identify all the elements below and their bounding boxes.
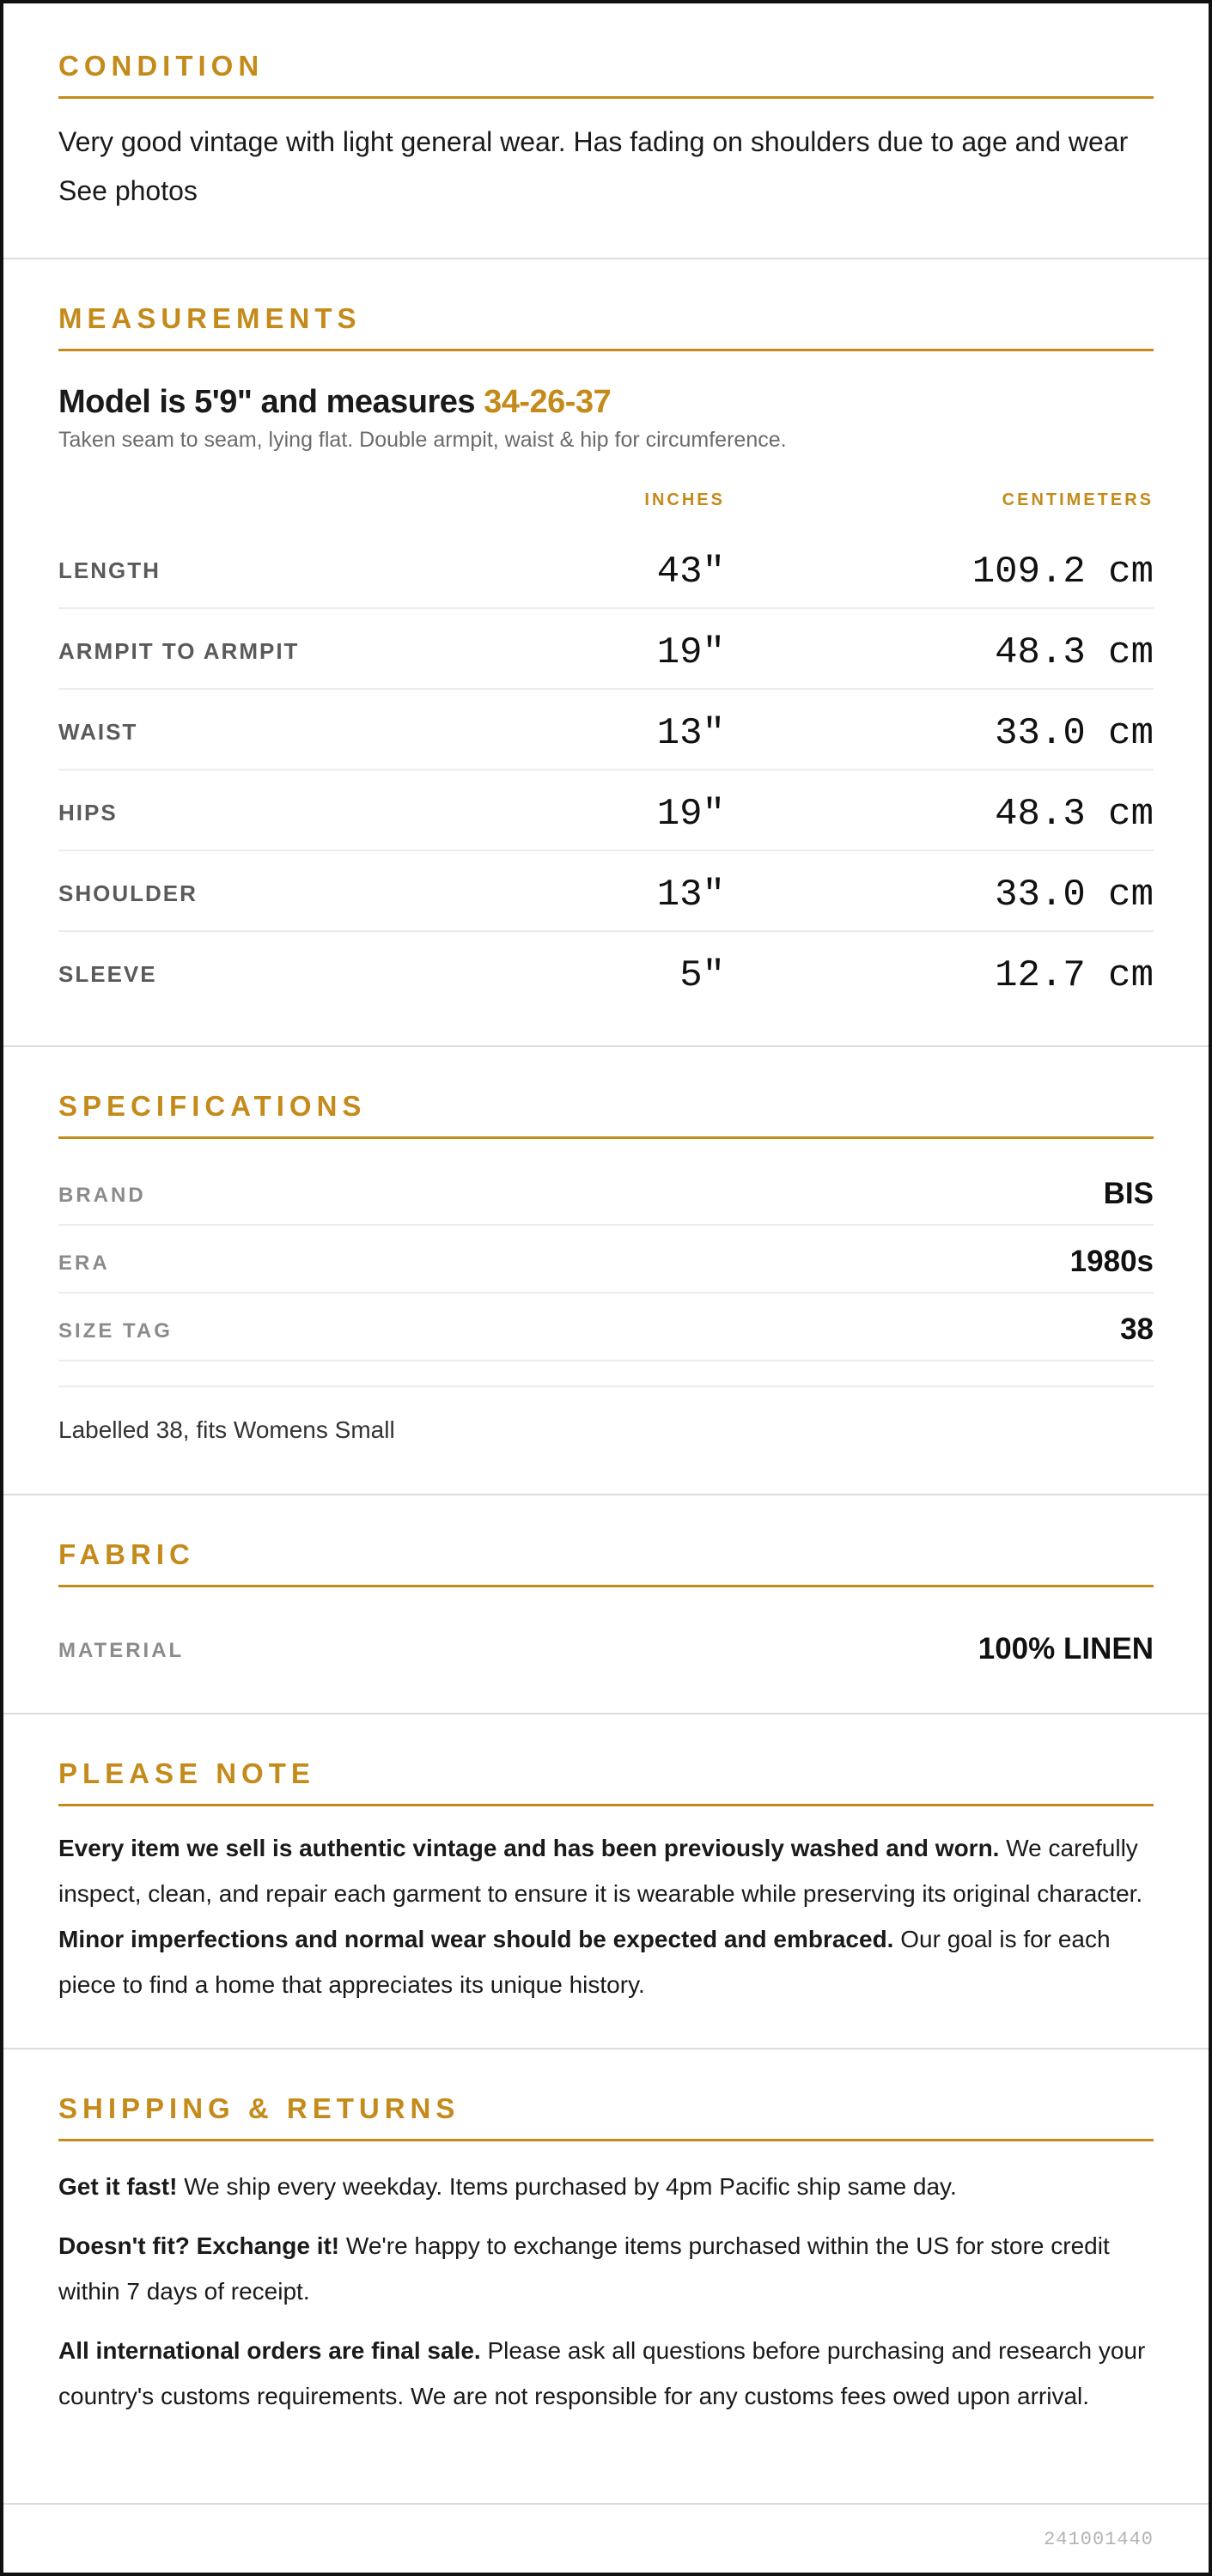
measurement-label: LENGTH (58, 557, 161, 583)
spec-row-size-tag (58, 1294, 1154, 1361)
measurements-subtitle: Taken seam to seam, lying flat. Double armpit, waist & hip for circumference. (58, 428, 787, 452)
spec-row-brand (58, 1158, 1154, 1226)
centimeters-column-header: CENTIMETERS (1002, 490, 1154, 509)
please-note-text-2: Our goal is for each piece to find a home that appreciates its unique history. (58, 1926, 1111, 1998)
measurement-row-hips (58, 770, 1154, 851)
footer (3, 2505, 1209, 2573)
measurement-row-armpit (58, 609, 1154, 690)
condition-heading: CONDITION (58, 50, 1154, 99)
sku-number: 241001440 (1044, 2529, 1154, 2550)
measurement-label: WAIST (58, 719, 138, 745)
fabric-label: MATERIAL (58, 1639, 185, 1662)
spec-row-era (58, 1226, 1154, 1294)
specifications-section (3, 1047, 1209, 1495)
spec-value: 38 (1120, 1312, 1154, 1346)
condition-text: Very good vintage with light general wear. Has fading on shoulders due to age and wear See photos (58, 126, 1129, 206)
shipping-exchange-text: We're happy to exchange items purchased within the US for store credit within 7 days of receipt. (58, 2232, 1110, 2305)
measurement-inches: 19" (656, 793, 725, 836)
measurement-cm: 33.0 cm (995, 874, 1154, 917)
spec-label: SIZE TAG (58, 1319, 173, 1343)
inches-column-header: INCHES (644, 490, 725, 509)
specifications-heading: SPECIFICATIONS (58, 1090, 1154, 1139)
spec-divider (58, 1361, 1154, 1387)
please-note-heading: PLEASE NOTE (58, 1757, 1154, 1806)
shipping-returns-heading: SHIPPING & RETURNS (58, 2092, 1154, 2141)
shipping-returns-section (3, 2049, 1209, 2505)
measurement-label: SLEEVE (58, 961, 157, 987)
shipping-fast-text: We ship every weekday. Items purchased by 4pm Pacific ship same day. (177, 2173, 957, 2200)
spec-label: BRAND (58, 1184, 146, 1207)
measurement-row-shoulder (58, 851, 1154, 932)
measurement-inches: 13" (656, 712, 725, 755)
shipping-international-bold: All international orders are final sale. (58, 2337, 481, 2364)
measurement-cm: 109.2 cm (971, 551, 1154, 594)
model-info-prefix: Model is 5'9" and measures (58, 384, 484, 420)
measurement-cm: 33.0 cm (995, 712, 1154, 755)
spec-value: BIS (1103, 1177, 1154, 1210)
measurements-section (3, 259, 1209, 1047)
condition-section (3, 3, 1209, 259)
measurement-inches: 5" (679, 954, 725, 997)
measurements-table (58, 528, 1154, 1013)
measurement-label: SHOULDER (58, 880, 198, 906)
measurement-row-waist (58, 690, 1154, 770)
please-note-bold-1: Every item we sell is authentic vintage and has been previously washed and worn. (58, 1835, 1000, 1861)
shipping-international-text: Please ask all questions before purchasing and research your country's customs requirements. We are not responsible for any customs fees owed upon arrival. (58, 2337, 1146, 2409)
measurement-row-length (58, 528, 1154, 609)
measurement-label: ARMPIT TO ARMPIT (58, 638, 300, 664)
fabric-heading: FABRIC (58, 1538, 1154, 1587)
fabric-section (3, 1495, 1209, 1714)
fabric-value: 100% LINEN (978, 1632, 1154, 1666)
shipping-paragraph-international (58, 2328, 1154, 2419)
shipping-paragraph-fast (58, 2164, 1154, 2209)
model-info (58, 384, 1154, 421)
model-measures: 34-26-37 (484, 384, 612, 420)
spec-value: 1980s (1069, 1245, 1154, 1278)
shipping-exchange-bold: Doesn't fit? Exchange it! (58, 2232, 340, 2259)
measurements-heading: MEASUREMENTS (58, 302, 1154, 351)
fabric-row (58, 1613, 1154, 1682)
please-note-text (58, 1825, 1154, 2007)
please-note-text-1: We carefully inspect, clean, and repair each garment to ensure it is wearable while preserving its original character. (58, 1835, 1143, 1907)
measurement-label: HIPS (58, 800, 118, 825)
shipping-paragraph-exchange (58, 2223, 1154, 2314)
please-note-bold-2: Minor imperfections and normal wear should be expected and embraced. (58, 1926, 894, 1952)
measurements-header (58, 490, 1154, 516)
specifications-list (58, 1158, 1154, 1387)
measurement-inches: 13" (656, 874, 725, 917)
measurement-inches: 19" (656, 631, 725, 674)
shipping-fast-bold: Get it fast! (58, 2173, 178, 2200)
spec-label: ERA (58, 1251, 110, 1275)
measurement-inches: 43" (656, 551, 725, 594)
measurement-row-sleeve (58, 932, 1154, 1013)
measurement-cm: 48.3 cm (995, 793, 1154, 836)
measurement-cm: 12.7 cm (995, 954, 1154, 997)
measurement-cm: 48.3 cm (995, 631, 1154, 674)
please-note-section (3, 1714, 1209, 2049)
size-note: Labelled 38, fits Womens Small (58, 1416, 395, 1443)
